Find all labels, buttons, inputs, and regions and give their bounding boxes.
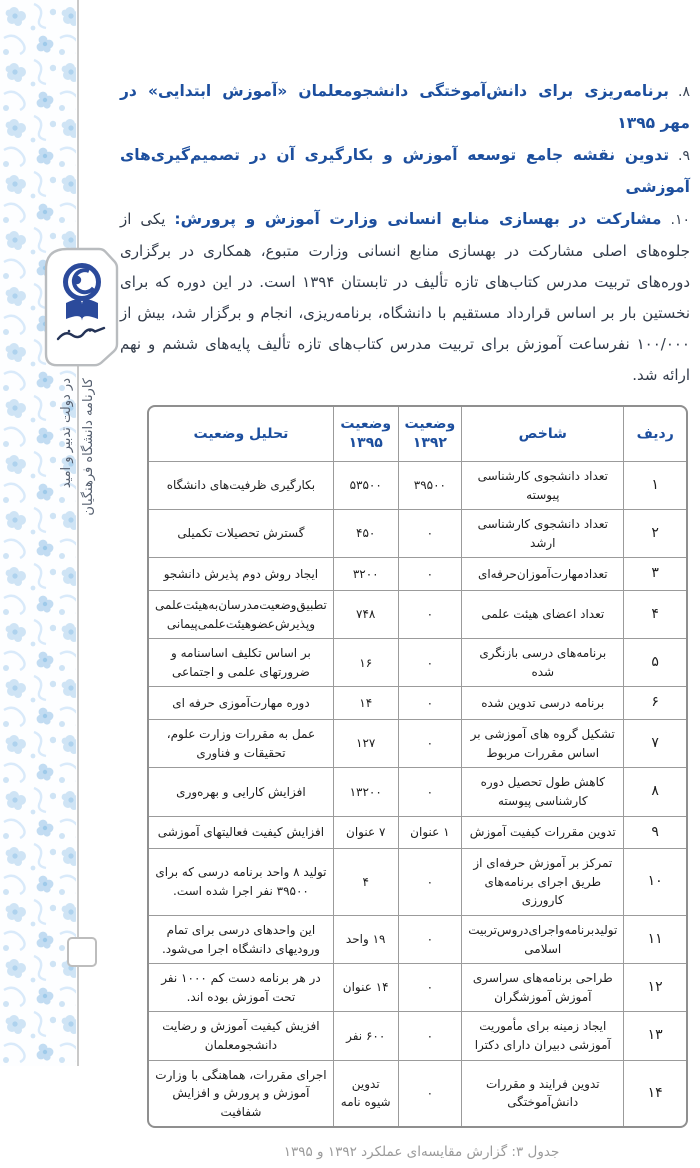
table-row [149,510,686,558]
table-row [149,720,686,768]
table-row [149,639,686,687]
table-body [149,462,686,1127]
cell-analysis: افزایش کیفیت فعالیتهای آموزشی [149,816,333,849]
cell-row-number: ۳ [624,558,686,591]
cell-indicator: برنامه‌های درسی بازنگری شده [462,639,624,687]
cell-analysis: بکارگیری ظرفیت‌های دانشگاه [149,462,333,510]
cell-indicator: تولیدبرنامه‌واجرای‌دروس‌تربیت اسلامی [462,915,624,963]
cell-analysis: تولید ۸ واحد برنامه درسی که برای ۳۹۵۰۰ نفر اجرا شده است. [149,849,333,916]
item-text-bold: مشارکت در بهسازی منابع انسانی وزارت آموزش و پرورش: [174,210,662,228]
cell-status-1395: ۱۴ [333,687,398,720]
cell-analysis: عمل به مقررات وزارت علوم، تحقیقات و فناوری [149,720,333,768]
main-content [120,76,690,1168]
cell-status-1392: ۰ [398,639,462,687]
table-row [149,591,686,639]
sidebar-vertical-title [56,378,102,652]
vertical-title-secondary: در دولت تدبیر و امید [59,378,74,489]
cell-status-1392: ۱ عنوان [398,816,462,849]
header-analysis: تحلیل وضعیت [149,407,333,462]
comparison-table [149,407,686,1126]
item-text: یکی از جلوه‌های اصلی مشارکت در بهسازی منابع انسانی وزارت متبوع، همکاری در برگزاری دوره‌های تربیت مدرس کتاب‌های تازه تألیف در تابستان ۱۳۹۴ است. در این دوره که برای نخستین بار بر اساس قرارداد مستقیم با دانشگاه، برنامه‌ریزی، انجام و برگزار شد، بیش از ۱۰۰/۰۰۰ نفرساعت آموزش برای تربیت مدرس کتاب‌های تازه تألیف پایه‌های ششم و نهم ارائه شد. [120,210,691,384]
cell-indicator: تعداد دانشجوی کارشناسی پیوسته [462,462,624,510]
cell-status-1395: ۶۰۰ نفر [333,1012,398,1060]
cell-analysis: این واحدهای درسی برای تمام ورودیهای دانشگاه اجرا می‌شود. [149,915,333,963]
cell-indicator: طراحی برنامه‌های سراسری آموزش آموزشگران [462,964,624,1012]
cell-analysis: دوره مهارت‌آموزی حرفه ای [149,687,333,720]
header-indicator: شاخص [462,407,624,462]
table-row [149,558,686,591]
cell-status-1395: ۳۲۰۰ [333,558,398,591]
cell-analysis: گسترش تحصیلات تکمیلی [149,510,333,558]
cell-status-1392: ۰ [398,558,462,591]
table-row [149,1012,686,1060]
cell-analysis: افزیش کیفیت آموزش و رضایت دانشجومعلمان [149,1012,333,1060]
cell-indicator: تعداد دانشجوی کارشناسی ارشد [462,510,624,558]
item-number: ۱۰. [670,212,690,228]
cell-status-1392: ۰ [398,1012,462,1060]
table-caption: جدول ۳: گزارش مقایسه‌ای عملکرد ۱۳۹۲ و ۱۳۹۵ [283,1144,560,1161]
cell-row-number: ۱۳ [624,1012,686,1060]
cell-status-1395: تدوین شیوه نامه [333,1060,398,1126]
cell-row-number: ۱۱ [624,915,686,963]
table-row [149,1060,686,1126]
cell-status-1395: ۷ عنوان [333,816,398,849]
cell-status-1395: ۱۴ عنوان [333,964,398,1012]
cell-status-1395: ۵۳۵۰۰ [333,462,398,510]
cell-row-number: ۴ [624,591,686,639]
cell-row-number: ۸ [624,768,686,816]
logo-badge [43,247,119,369]
cell-indicator: کاهش طول تحصیل دوره کارشناسی پیوسته [462,768,624,816]
cell-row-number: ۶ [624,687,686,720]
cell-analysis: ایجاد روش دوم پذیرش دانشجو [149,558,333,591]
cell-analysis: افزایش کارایی و بهره‌وری [149,768,333,816]
cell-indicator: تدوین فرایند و مقررات دانش‌آموختگی [462,1060,624,1126]
cell-row-number: ۹ [624,816,686,849]
cell-analysis: اجرای مقررات، هماهنگی با وزارت آموزش و پرورش و افزایش شفافیت [149,1060,333,1126]
cell-status-1392: ۰ [398,964,462,1012]
cell-status-1392: ۰ [398,510,462,558]
table-header [149,407,686,462]
header-status-1392: وضعیت ۱۳۹۲ [398,407,462,462]
item-text-bold: تدوین نقشه جامع توسعه آموزش و بکارگیری آن در تصمیم‌گیری‌های آموزشی [120,146,690,196]
cell-status-1395: ۷۴۸ [333,591,398,639]
table-row [149,462,686,510]
cell-status-1392: ۰ [398,1060,462,1126]
header-row-number: ردیف [624,407,686,462]
cell-status-1392: ۰ [398,768,462,816]
cell-status-1395: ۱۶ [333,639,398,687]
cell-indicator: برنامه درسی تدوین شده [462,687,624,720]
page-number-box [67,937,97,967]
table-row [149,964,686,1012]
cell-row-number: ۱۲ [624,964,686,1012]
cell-indicator: تدوین مقررات کیفیت آموزش [462,816,624,849]
cell-status-1392: ۰ [398,915,462,963]
cell-status-1392: ۰ [398,849,462,916]
item-number: ۹. [678,148,690,164]
table-row [149,816,686,849]
list-item-8 [120,76,690,139]
header-status-1395: وضعیت ۱۳۹۵ [333,407,398,462]
cell-status-1395: ۱۳۲۰۰ [333,768,398,816]
cell-status-1392: ۳۹۵۰۰ [398,462,462,510]
item-text-bold: برنامه‌ریزی برای دانش‌آموختگی دانشجومعلمان «آموزش ابتدایی» در مهر ۱۳۹۵ [120,82,690,132]
list-item-10 [120,204,690,391]
table-row [149,687,686,720]
cell-status-1392: ۰ [398,591,462,639]
cell-indicator: تعدادمهارت‌آموزان‌حرفه‌ای [462,558,624,591]
cell-indicator: تمرکز بر آموزش حرفه‌ای از طریق اجرای برنامه‌های کارورزی [462,849,624,916]
table-row [149,915,686,963]
performance-table [147,405,688,1128]
cell-indicator: ایجاد زمینه برای مأموریت آموزشی دبیران دارای دکترا [462,1012,624,1060]
cell-status-1392: ۰ [398,687,462,720]
cell-analysis: تطبیق‌وضعیت‌مدرسان‌به‌هیئت‌علمی وپذیرش‌عضوهیئت‌علمی‌پیمانی [149,591,333,639]
cell-status-1395: ۴ [333,849,398,916]
cell-indicator: تعداد اعضای هیئت علمی [462,591,624,639]
cell-row-number: ۱۰ [624,849,686,916]
cell-row-number: ۲ [624,510,686,558]
table-row [149,768,686,816]
list-item-9 [120,140,690,203]
cell-analysis: بر اساس تکلیف اساسنامه و ضرورتهای علمی و اجتماعی [149,639,333,687]
cell-status-1395: ۴۵۰ [333,510,398,558]
cell-row-number: ۱ [624,462,686,510]
table-row [149,849,686,916]
vertical-title-primary: کارنامه دانشگاه فرهنگیان [81,378,96,516]
cell-status-1392: ۰ [398,720,462,768]
item-number: ۸. [678,84,690,100]
cell-row-number: ۷ [624,720,686,768]
cell-row-number: ۵ [624,639,686,687]
cell-row-number: ۱۴ [624,1060,686,1126]
cell-analysis: در هر برنامه دست کم ۱۰۰۰ نفر تحت آموزش بوده اند. [149,964,333,1012]
cell-indicator: تشکیل گروه های آموزشی بر اساس مقررات مربوط [462,720,624,768]
cell-status-1395: ۱۹ واحد [333,915,398,963]
cell-status-1395: ۱۲۷ [333,720,398,768]
